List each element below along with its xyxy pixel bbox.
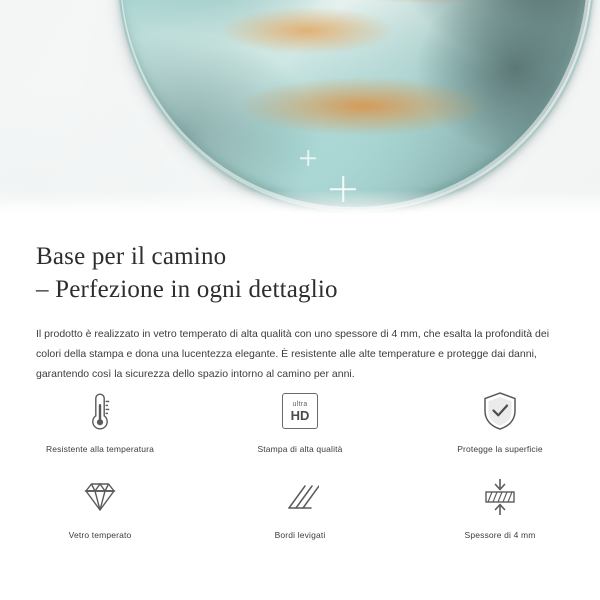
page-title-line-1: Base per il camino (36, 243, 227, 270)
page-title (36, 240, 600, 306)
body-paragraph: Il prodotto è realizzato in vetro temperato di alta qualità con uno spessore di 4 mm, che esalta la profondità dei colori della stampa e dona una lucentezza elegante. È resistente alle alte temperature e protegge dai danni, garantendo così la sicurezza dello spazio intorno al camino per anni. (36, 328, 550, 380)
feature-item-surface-protection (400, 388, 600, 454)
feature-item-polished-edges (200, 474, 400, 540)
diagonal-lines-icon (281, 474, 319, 520)
ultra-hd-badge-bottom: HD (290, 407, 310, 423)
diamond-icon (79, 474, 121, 520)
feature-label: Stampa di alta qualità (257, 444, 343, 454)
feature-label: Protegge la superficie (457, 444, 543, 454)
feature-label: Spessore di 4 mm (464, 530, 536, 540)
feature-item-thickness (400, 474, 600, 540)
feature-item-tempered-glass (0, 474, 200, 540)
hero-bottom-fade (0, 190, 600, 216)
ultra-hd-icon (282, 388, 318, 434)
feature-label: Vetro temperato (68, 530, 132, 540)
hero-image (0, 0, 600, 216)
shield-check-icon (482, 388, 518, 434)
feature-grid (0, 388, 600, 540)
feature-item-print-quality (200, 388, 400, 454)
feature-label: Resistente alla temperatura (46, 444, 154, 454)
thermometer-icon (87, 388, 113, 434)
thickness-arrows-icon (480, 474, 520, 520)
text-section (0, 216, 600, 384)
page-title-line-2: – Perfezione in ogni dettaglio (36, 276, 338, 303)
feature-label: Bordi levigati (274, 530, 326, 540)
ultra-hd-badge-top: ultra (292, 400, 308, 408)
feature-item-temperature (0, 388, 200, 454)
